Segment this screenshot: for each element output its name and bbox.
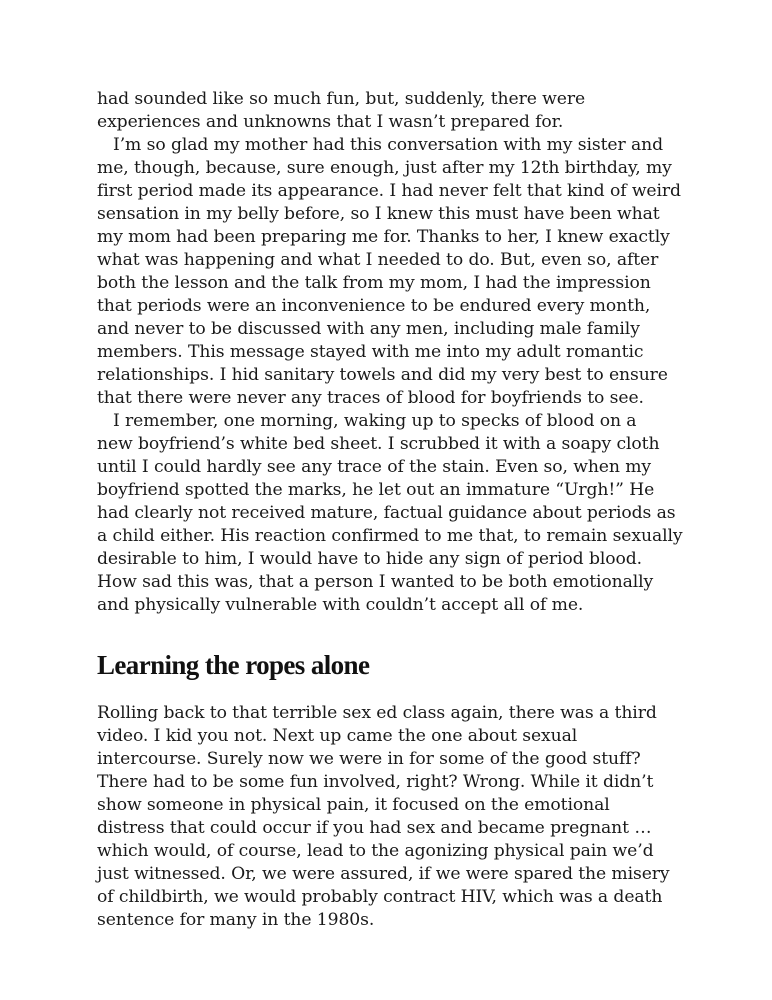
text-line: relationships. I hid sanitary towels and did my very best to ensure	[97, 365, 668, 385]
text-line: sentence for many in the 1980s.	[97, 910, 375, 931]
section-heading: Learning the ropes alone	[97, 650, 370, 680]
text-line: Rolling back to that terrible sex ed class again, there was a third	[97, 703, 657, 724]
text-line: me, though, because, sure enough, just after my 12th birthday, my	[97, 158, 672, 178]
text-line: sensation in my belly before, so I knew this must have been what	[97, 204, 660, 224]
text-line: desirable to him, I would have to hide any sign of period blood.	[97, 549, 643, 569]
text-line: new boyfriend’s white bed sheet. I scrubbed it with a soapy cloth	[97, 434, 660, 454]
text-line: and never to be discussed with any men, including male family	[97, 319, 640, 339]
text-line: my mom had been preparing me for. Thanks to her, I knew exactly	[97, 227, 670, 247]
text-line: both the lesson and the talk from my mom, I had the impression	[97, 273, 651, 293]
text-line: I remember, one morning, waking up to specks of blood on a	[113, 411, 637, 431]
text-line: distress that could occur if you had sex and became pregnant …	[97, 818, 652, 839]
text-line: just witnessed. Or, we were assured, if we were spared the misery	[97, 864, 670, 885]
text-line: members. This message stayed with me into my adult romantic	[97, 342, 644, 362]
text-line: a child either. His reaction confirmed to me that, to remain sexually	[97, 526, 683, 546]
text-line: which would, of course, lead to the agonizing physical pain we’d	[97, 841, 654, 862]
paragraph-section-body	[97, 702, 677, 932]
text-line: experiences and unknowns that I wasn’t prepared for.	[97, 112, 564, 132]
paragraph-boyfriend	[97, 410, 683, 617]
text-line: what was happening and what I needed to do. But, even so, after	[97, 250, 659, 270]
text-line: I’m so glad my mother had this conversation with my sister and	[113, 135, 663, 155]
text-line: boyfriend spotted the marks, he let out an immature “Urgh!” He	[97, 480, 655, 500]
text-line: until I could hardly see any trace of the stain. Even so, when my	[97, 457, 652, 477]
paragraph-continuation	[97, 88, 677, 134]
text-line: video. I kid you not. Next up came the one about sexual	[97, 726, 578, 747]
text-line: first period made its appearance. I had never felt that kind of weird	[97, 181, 681, 201]
text-line: How sad this was, that a person I wanted to be both emotionally	[97, 572, 654, 592]
paragraph-first-period	[97, 134, 681, 410]
text-line: that periods were an inconvenience to be endured every month,	[97, 296, 651, 316]
text-line: intercourse. Surely now we were in for some of the good stuff?	[97, 749, 641, 770]
text-line: There had to be some fun involved, right? Wrong. While it didn’t	[97, 772, 654, 793]
text-line: that there were never any traces of blood for boyfriends to see.	[97, 388, 644, 408]
book-page	[97, 88, 683, 932]
text-line: had clearly not received mature, factual guidance about periods as	[97, 503, 676, 523]
text-line: show someone in physical pain, it focused on the emotional	[97, 795, 610, 816]
text-line: of childbirth, we would probably contract HIV, which was a death	[97, 887, 663, 908]
text-line: had sounded like so much fun, but, suddenly, there were	[97, 89, 586, 109]
text-line: and physically vulnerable with couldn’t accept all of me.	[97, 595, 584, 615]
